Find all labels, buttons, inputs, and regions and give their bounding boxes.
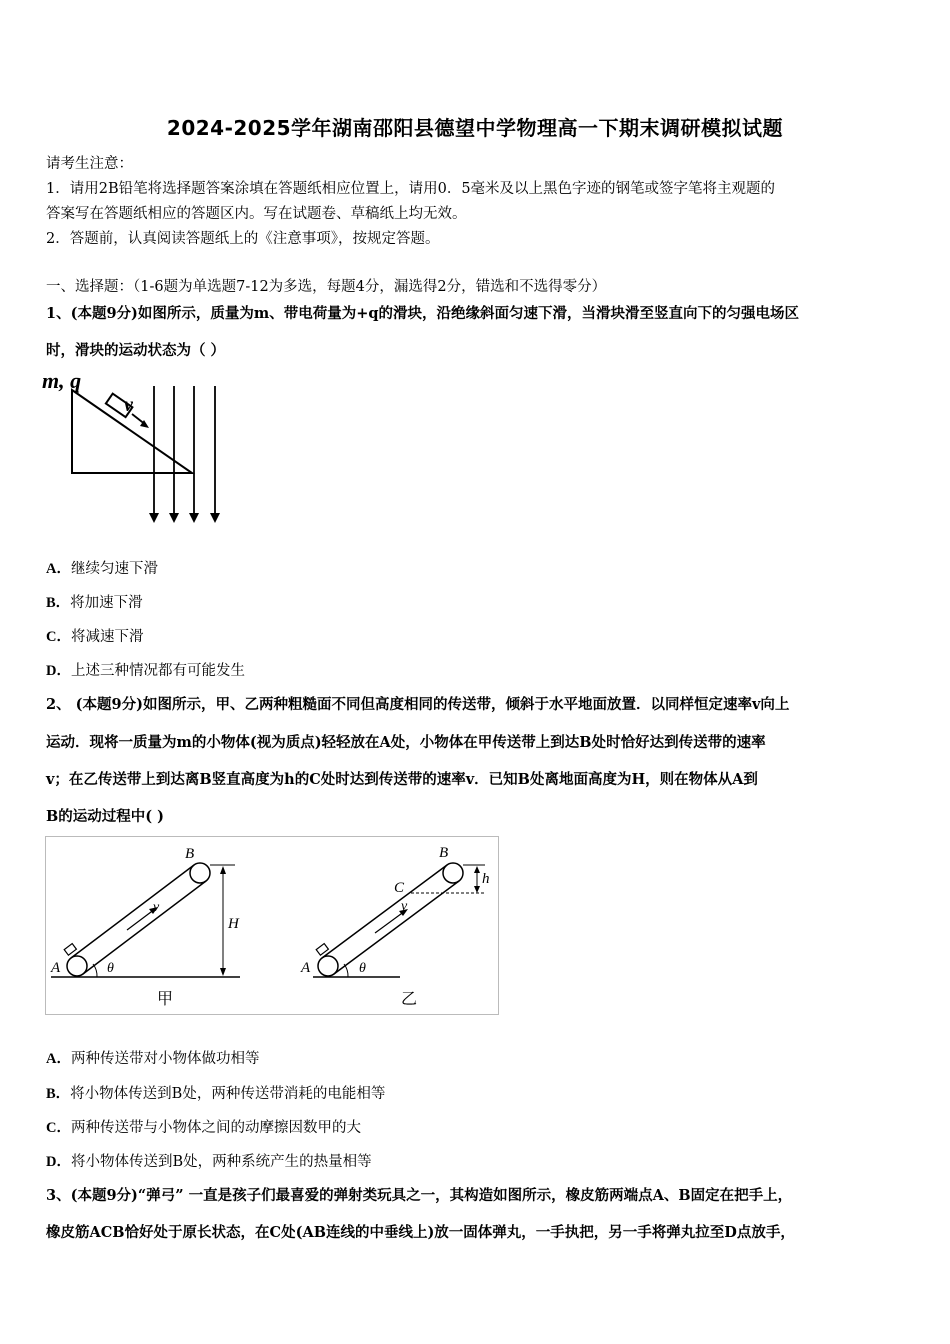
label-theta-left: θ <box>107 961 114 976</box>
q2-conveyor-figure <box>45 836 500 1016</box>
q1-option-d: D．上述三种情况都有可能发生 <box>46 663 245 679</box>
q1-incline-figure <box>40 368 240 528</box>
label-b-left: B <box>185 846 195 862</box>
q1-option-b: B．将加速下滑 <box>46 595 143 611</box>
label-velocity: v <box>124 394 133 416</box>
label-theta-right: θ <box>359 961 366 976</box>
label-a-right: A <box>301 960 311 976</box>
section-heading: 一、选择题：（1-6题为单选题7-12为多选，每题4分，漏选得2分，错选和不选得零分） <box>46 279 607 295</box>
caption-right: 乙 <box>401 991 418 1008</box>
notice-header: 请考生注意： <box>46 156 133 172</box>
q2-stem-line-4: B的运动过程中( ) <box>46 808 165 825</box>
q2-stem-line-2: 运动．现将一质量为m的小物体(视为质点)轻轻放在A处，小物体在甲传送带上到达B处时恰好达到传送带的速率 <box>46 734 766 751</box>
q1-stem-line-2: 时，滑块的运动状态为（ ） <box>46 342 226 359</box>
q3-stem-line-1: 3、(本题9分)“弹弓” 一直是孩子们最喜爱的弹射类玩具之一，其构造如图所示，橡皮筋两端点A、B固定在把手上， <box>46 1187 793 1204</box>
label-c-right: C <box>394 880 405 896</box>
label-a-left: A <box>51 960 61 976</box>
label-v-left: v <box>153 900 160 915</box>
q1-stem-line-1: 1、(本题9分)如图所示，质量为m、带电荷量为+q的滑块，沿绝缘斜面匀速下滑，当滑块滑至竖直向下的匀强电场区 <box>46 305 800 322</box>
q2-option-c: C．两种传送带与小物体之间的动摩擦因数甲的大 <box>46 1120 361 1136</box>
q2-stem-line-1: 2、 (本题9分)如图所示，甲、乙两种粗糙面不同但高度相同的传送带，倾斜于水平地面放置．以同样恒定速率v向上 <box>46 696 790 713</box>
q2-option-d: D．将小物体传送到B处，两种系统产生的热量相等 <box>46 1154 372 1170</box>
label-b-right: B <box>439 845 449 861</box>
label-height-h-upper: H <box>228 916 239 932</box>
caption-left: 甲 <box>157 991 174 1008</box>
notice-item-1-line-1: 1．请用2B铅笔将选择题答案涂填在答题纸相应位置上，请用0．5毫米及以上黑色字迹的钢笔或签字笔将主观题的 <box>46 181 776 197</box>
conveyor-left <box>50 846 240 1008</box>
q1-option-a: A．继续匀速下滑 <box>46 561 158 577</box>
q2-stem-line-3: v；在乙传送带上到达离B竖直高度为h的C处时达到传送带的速率v．已知B处离地面高度为H，则在物体从A到 <box>46 771 758 788</box>
q3-stem-line-2: 橡皮筋ACB恰好处于原长状态，在C处(AB连线的中垂线上)放一固体弹丸，一手执把，另一手将弹丸拉至D点放手， <box>46 1224 795 1241</box>
page-title: 2024-2025学年湖南邵阳县德望中学物理高一下期末调研模拟试题 <box>166 116 784 140</box>
q1-option-c: C．将减速下滑 <box>46 629 144 645</box>
notice-item-2: 2．答题前，认真阅读答题纸上的《注意事项》，按规定答题。 <box>46 231 440 247</box>
q2-option-b: B．将小物体传送到B处，两种传送带消耗的电能相等 <box>46 1086 386 1102</box>
conveyor-right <box>300 845 490 1008</box>
label-mass-charge: m, q <box>42 368 82 393</box>
label-height-h-lower: h <box>482 871 490 887</box>
q2-option-a: A．两种传送带对小物体做功相等 <box>46 1051 260 1067</box>
notice-item-1-line-2: 答案写在答题纸相应的答题区内。写在试题卷、草稿纸上均无效。 <box>46 206 467 222</box>
label-v-right: v <box>401 899 408 914</box>
